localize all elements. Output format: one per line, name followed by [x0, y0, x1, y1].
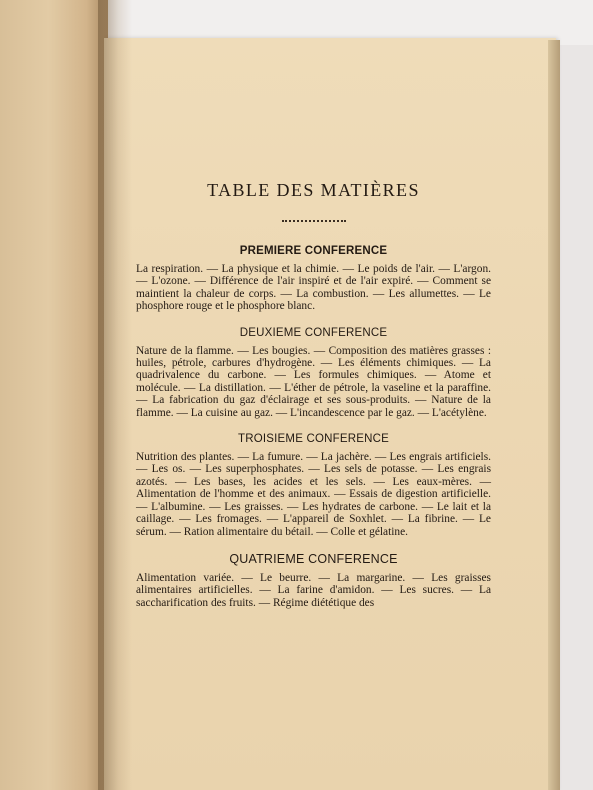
- section-body: Alimentation variée. — Le beurre. — La margarine. — Les graisses alimentaires artificielles. — La farine d'amidon. — Les sucres. — La saccharification des fruits. — Régime diététique des: [136, 571, 491, 609]
- section-heading: QUATRIEME CONFERENCE: [229, 551, 398, 566]
- section-heading: TROISIEME CONFERENCE: [238, 433, 389, 446]
- table-of-contents: [136, 180, 491, 623]
- left-page: [0, 0, 108, 790]
- title-ornament-rule: [282, 220, 346, 222]
- section-troisieme-conference: [136, 433, 491, 538]
- section-body: Nature de la flamme. — Les bougies. — Composition des matières grasses : huiles, pétrole, carbures d'hydrogène. — Les éléments chimiques. — La quadrivalence du carbone. — Les formules chimiques. — Atome et molécule. — La distillation. — L'éther de pétrole, la vaseline et la paraffine. — La fabrication du gaz d'éclairage et ses sous-produits. — Nature de la flamme. — La cuisine au gaz. — L'incandescence par le gaz. — L'acétylène.: [136, 344, 491, 419]
- section-body: Nutrition des plantes. — La fumure. — La jachère. — Les engrais artificiels. — Les os. — Les superphosphates. — Les sels de potasse. — Les engrais azotés. — Les bases, les acides et les sels. — Les eaux-mères. — Alimentation de l'homme et des animaux. — Essais de digestion artificielle. — L'albumine. — Les graisses. — Les hydrates de carbone. — Le lait et la caillage. — Les fromages. — L'appareil de Soxhlet. — La fibrine. — Le sérum. — Ration alimentaire du bétail. — Colle et gélatine.: [136, 451, 491, 538]
- section-body: La respiration. — La physique et la chimie. — Le poids de l'air. — L'argon. — L'ozone. — Différence de l'air inspiré et de l'air expiré. — Comment se maintient la chaleur de corps. — La combustion. — Les allumettes. — Le phosphore rouge et le phosphore blanc.: [136, 263, 491, 313]
- page-edge: [548, 40, 560, 790]
- section-premiere-conference: [136, 245, 491, 313]
- section-deuxieme-conference: [136, 327, 491, 419]
- section-heading: PREMIERE CONFERENCE: [239, 245, 388, 257]
- page-title: TABLE DES MATIÈRES: [207, 180, 420, 200]
- section-quatrieme-conference: [136, 552, 491, 609]
- gutter-shadow: [98, 0, 132, 790]
- section-heading: DEUXIEME CONFERENCE: [239, 326, 388, 339]
